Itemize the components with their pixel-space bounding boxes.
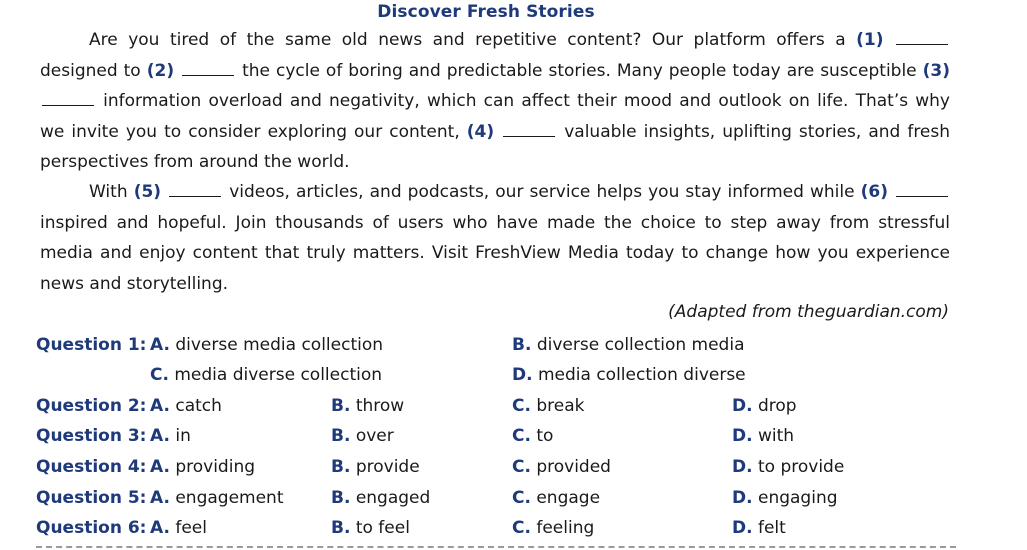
blank-4 xyxy=(503,124,555,137)
option-2d[interactable]: D. drop xyxy=(732,396,797,416)
blank-number-2: (2) xyxy=(146,60,175,81)
blank-number-3: (3) xyxy=(922,60,951,81)
blank-number-1: (1) xyxy=(856,30,884,50)
blank-number-4: (4) xyxy=(466,121,495,142)
blank-6 xyxy=(896,184,948,197)
bottom-divider xyxy=(36,546,956,548)
blank-number-6: (6) xyxy=(860,182,888,202)
option-1b[interactable]: B. diverse collection media xyxy=(512,335,745,355)
option-1d[interactable]: D. media collection diverse xyxy=(512,365,746,385)
option-4d[interactable]: D. to provide xyxy=(732,457,845,477)
paragraph-1-text-5: valuable insights, uplifting stories, and fresh perspectives from around the world. xyxy=(40,121,951,173)
blank-5 xyxy=(169,184,221,197)
option-6a[interactable]: A. feel xyxy=(150,518,207,538)
paragraph-2 xyxy=(40,177,950,299)
option-6c[interactable]: C. feeling xyxy=(512,518,595,538)
option-3c[interactable]: C. to xyxy=(512,426,554,446)
paragraph-1-text-4: information overload and negativity, which can affect their mood and outlook on life. That’s why we invite you to consider exploring our content, xyxy=(40,91,950,142)
option-3a[interactable]: A. in xyxy=(150,426,191,446)
question-label: Question 6: xyxy=(36,518,147,538)
question-label: Question 1: xyxy=(36,335,147,355)
option-1c[interactable]: C. media diverse collection xyxy=(150,365,383,385)
option-6d[interactable]: D. felt xyxy=(732,518,786,538)
blank-3 xyxy=(42,93,94,106)
option-5a[interactable]: A. engagement xyxy=(150,488,284,508)
paragraph-1-text-1: Are you tired of the same old news and repetitive content? Our platform offers a xyxy=(89,30,846,50)
paragraph-1-text-3: the cycle of boring and predictable stories. Many people today are susceptible xyxy=(242,60,917,81)
option-5b[interactable]: B. engaged xyxy=(331,488,431,508)
option-5d[interactable]: D. engaging xyxy=(732,488,838,508)
option-3b[interactable]: B. over xyxy=(331,426,394,446)
option-6b[interactable]: B. to feel xyxy=(331,518,410,538)
paragraph-1-text-2: designed to xyxy=(40,60,141,81)
paragraph-1 xyxy=(40,25,950,178)
option-3d[interactable]: D. with xyxy=(732,426,795,446)
question-label: Question 4: xyxy=(36,457,147,477)
paragraph-2-text-2: videos, articles, and podcasts, our service helps you stay informed while xyxy=(229,182,855,202)
blank-2 xyxy=(182,63,234,76)
question-label: Question 2: xyxy=(36,396,147,416)
blank-number-5: (5) xyxy=(133,182,162,202)
question-label: Question 3: xyxy=(36,426,147,446)
option-4b[interactable]: B. provide xyxy=(331,457,420,477)
question-label: Question 5: xyxy=(36,488,147,508)
option-4a[interactable]: A. providing xyxy=(150,457,256,477)
option-5c[interactable]: C. engage xyxy=(512,488,601,508)
source-citation: (Adapted from theguardian.com) xyxy=(668,302,949,322)
option-2b[interactable]: B. throw xyxy=(331,396,405,416)
option-1a[interactable]: A. diverse media collection xyxy=(150,335,384,355)
blank-1 xyxy=(896,32,948,45)
option-2a[interactable]: A. catch xyxy=(150,396,222,416)
option-2c[interactable]: C. break xyxy=(512,396,585,416)
page-title: Discover Fresh Stories xyxy=(377,2,595,22)
option-4c[interactable]: C. provided xyxy=(512,457,611,477)
paragraph-2-text-1: With xyxy=(89,182,128,202)
paragraph-2-text-3: inspired and hopeful. Join thousands of users who have made the choice to step away from stressful media and enjoy content that truly matters. Visit FreshView Media today to change how you experience news and storytelling. xyxy=(40,212,950,294)
